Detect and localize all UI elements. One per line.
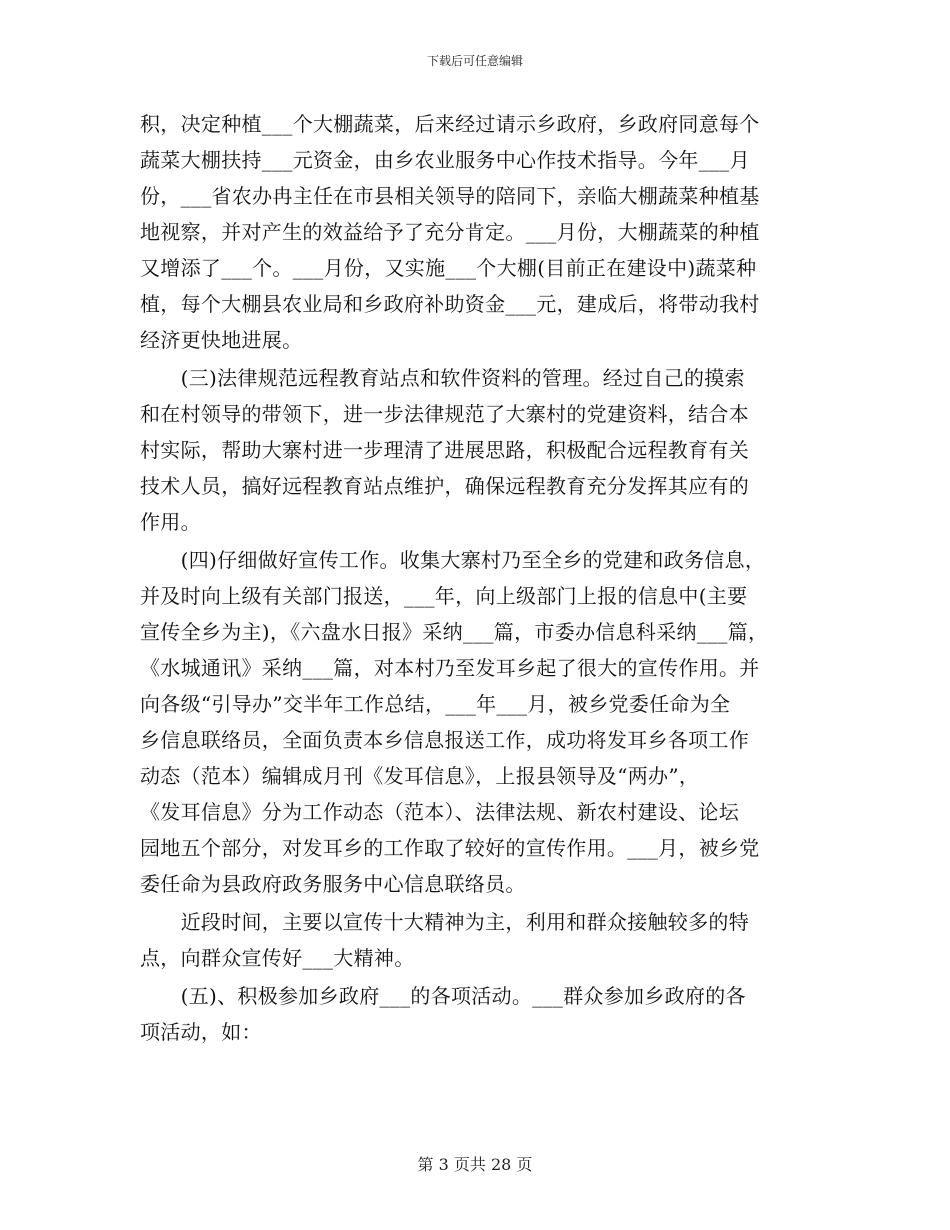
text-line: 《发耳信息》分为工作动态（范本）、法律法规、新农村建设、论坛 bbox=[140, 800, 739, 824]
text-line: 技术人员，搞好远程教育站点维护，确保远程教育充分发挥其应有的 bbox=[140, 474, 749, 498]
document-body bbox=[140, 106, 815, 1050]
paragraph bbox=[140, 542, 815, 902]
text-line: 向各级“引导办”交半年工作总结，___年___月，被乡党委任命为全 bbox=[140, 692, 731, 716]
paragraph bbox=[140, 978, 815, 1050]
text-line: 项活动，如： bbox=[140, 1020, 262, 1044]
text-line: 村实际，帮助大寨村进一步理清了进展思路，积极配合远程教育有关 bbox=[140, 438, 749, 462]
text-line: 《水城通讯》采纳___篇，对本村乃至发耳乡起了很大的宣传作用。并 bbox=[140, 656, 760, 680]
text-line: 园地五个部分，对发耳乡的工作取了较好的宣传作用。___月，被乡党 bbox=[140, 836, 760, 860]
text-line: 近段时间，主要以宣传十大精神为主，利用和群众接触较多的特 bbox=[140, 910, 749, 934]
text-line: 地视察，并对产生的效益给予了充分肯定。___月份，大棚蔬菜的种植 bbox=[140, 220, 760, 244]
text-line: 作用。 bbox=[140, 510, 201, 534]
text-line: 乡信息联络员，全面负责本乡信息报送工作，成功将发耳乡各项工作 bbox=[140, 728, 749, 752]
text-line: 和在村领导的带领下，进一步法律规范了大寨村的党建资料，结合本 bbox=[140, 402, 749, 426]
text-line: (四)仔细做好宣传工作。收集大寨村乃至全乡的党建和政务信息， bbox=[140, 548, 766, 572]
text-line: 份，___省农办冉主任在市县相关领导的陪同下，亲临大棚蔬菜种植基 bbox=[140, 184, 760, 208]
paragraph bbox=[140, 106, 815, 358]
text-line: 植，每个大棚县农业局和乡政府补助资金___元，建成后，将带动我村 bbox=[140, 292, 760, 316]
text-line: 经济更快地进展。 bbox=[140, 328, 303, 352]
paragraph bbox=[140, 904, 815, 976]
text-line: 积，决定种植___个大棚蔬菜，后来经过请示乡政府，乡政府同意每个 bbox=[140, 112, 760, 136]
text-line: 点，向群众宣传好___大精神。 bbox=[140, 946, 415, 970]
text-line: 又增添了___个。___月份，又实施___个大棚(目前正在建设中)蔬菜种 bbox=[140, 256, 757, 280]
text-line: (五)、积极参加乡政府___的各项活动。___群众参加乡政府的各 bbox=[140, 984, 746, 1008]
text-line: 委任命为县政府政务服务中心信息联络员。 bbox=[140, 872, 526, 896]
text-line: (三)法律规范远程教育站点和软件资料的管理。经过自己的摸索 bbox=[140, 366, 745, 390]
text-line: 并及时向上级有关部门报送，___年，向上级部门上报的信息中(主要 bbox=[140, 584, 748, 608]
text-line: 动态（范本）编辑成月刊《发耳信息》，上报县领导及“两办”， bbox=[140, 764, 700, 788]
page-number: 第 3 页共 28 页 bbox=[417, 1155, 533, 1174]
text-line: 宣传全乡为主)，《六盘水日报》采纳___篇，市委办信息科采纳___篇， bbox=[140, 620, 769, 644]
page-header: 下载后可任意编辑 bbox=[426, 54, 523, 68]
text-line: 蔬菜大棚扶持___元资金，由乡农业服务中心作技术指导。今年___月 bbox=[140, 148, 750, 172]
paragraph bbox=[140, 360, 815, 540]
